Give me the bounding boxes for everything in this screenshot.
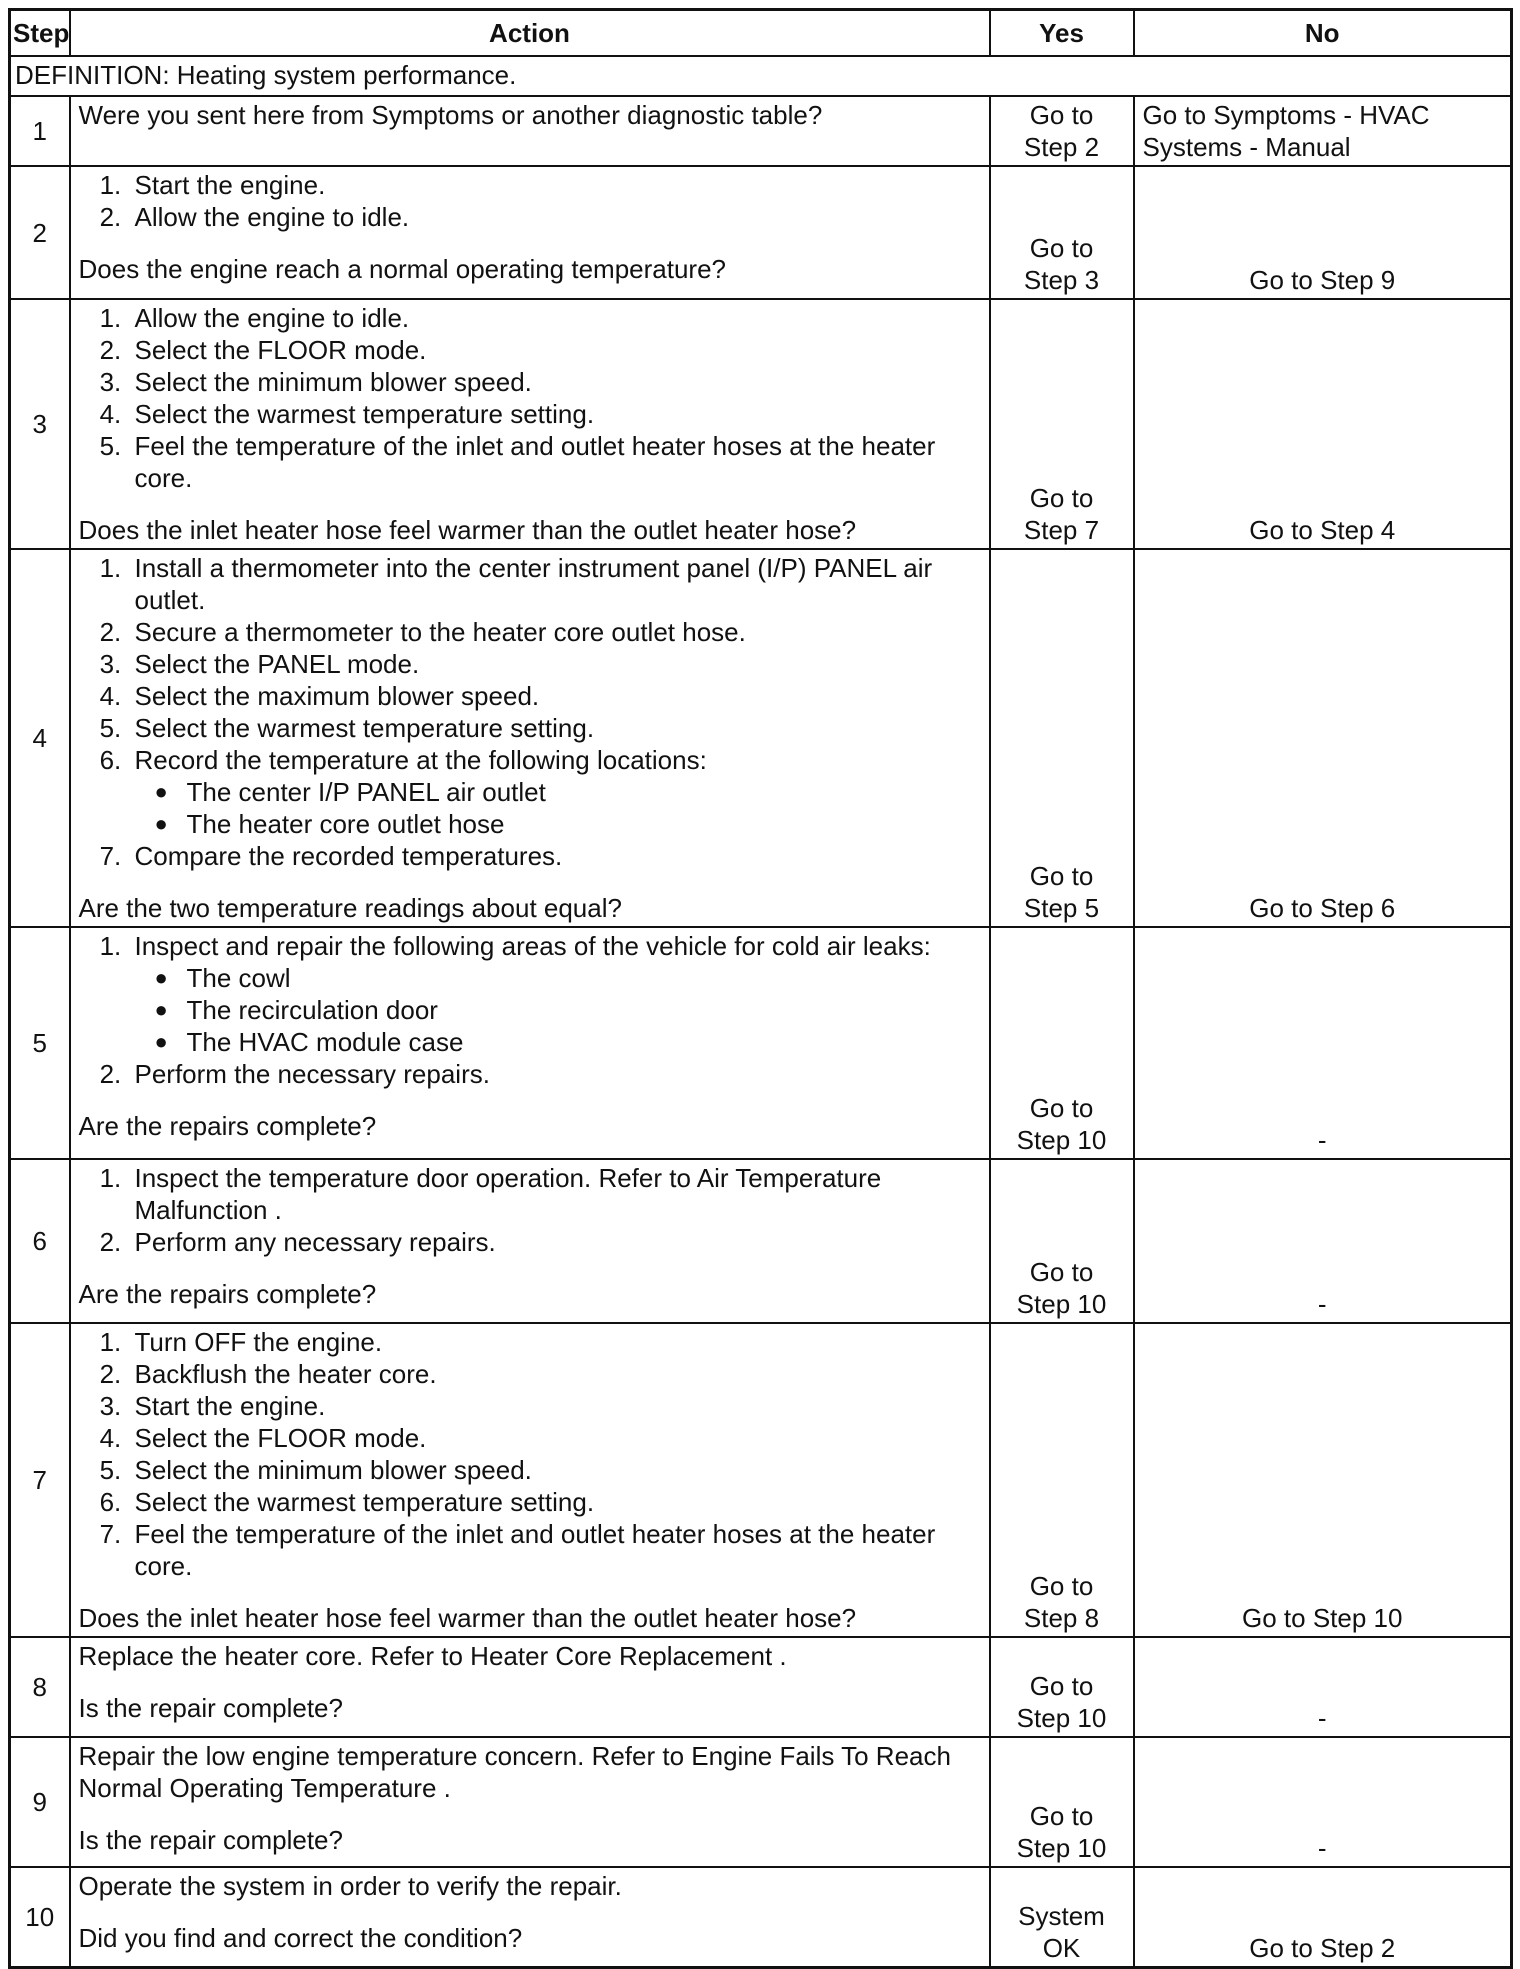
yes-line: Go to bbox=[1029, 1801, 1094, 1831]
no-cell: Go to Step 10 bbox=[1134, 1323, 1512, 1637]
action-step: 3. Start the engine. bbox=[129, 1390, 981, 1422]
action-step: 1. Inspect the temperature door operation. Refer to Air Temperature Malfunction . bbox=[129, 1162, 981, 1226]
spacer bbox=[79, 494, 981, 514]
yes-line: Go to bbox=[1029, 483, 1094, 513]
yes-cell bbox=[990, 1737, 1134, 1867]
yes-line: Go to bbox=[1029, 233, 1094, 263]
action-cell bbox=[70, 1737, 990, 1867]
action-question: Does the inlet heater hose feel warmer than the outlet heater hose? bbox=[78, 515, 857, 545]
yes-line: Go to bbox=[1029, 1093, 1094, 1123]
yes-line: Step 3 bbox=[1023, 265, 1100, 295]
spacer bbox=[79, 1582, 981, 1602]
yes-cell bbox=[990, 1867, 1134, 1967]
table-row bbox=[10, 299, 1512, 549]
action-step: 1. Install a thermometer into the center instrument panel (I/P) PANEL air outlet. bbox=[129, 552, 981, 616]
action-step: 2. Select the FLOOR mode. bbox=[129, 334, 981, 366]
spacer bbox=[79, 1902, 981, 1922]
action-cell bbox=[70, 96, 990, 166]
action-steps-list bbox=[79, 1162, 981, 1258]
action-step: 3. Select the minimum blower speed. bbox=[129, 366, 981, 398]
bullet-item: ● The HVAC module case bbox=[187, 1026, 981, 1058]
no-cell: - bbox=[1134, 1737, 1512, 1867]
action-step: 5. Select the warmest temperature setting. bbox=[129, 712, 981, 744]
table-row bbox=[10, 549, 1512, 927]
action-step: 5. Select the minimum blower speed. bbox=[129, 1454, 981, 1486]
action-cell bbox=[70, 549, 990, 927]
yes-cell bbox=[990, 96, 1134, 166]
yes-line: Step 7 bbox=[1023, 515, 1100, 545]
yes-line: Go to bbox=[1029, 1671, 1094, 1701]
no-cell: Go to Step 6 bbox=[1134, 549, 1512, 927]
action-question: Does the engine reach a normal operating temperature? bbox=[78, 254, 727, 284]
yes-line: Go to bbox=[1029, 100, 1094, 130]
table-row bbox=[10, 927, 1512, 1159]
action-question: Are the repairs complete? bbox=[78, 1279, 377, 1309]
action-question: Does the inlet heater hose feel warmer than the outlet heater hose? bbox=[78, 1603, 857, 1633]
action-step: 4. Select the warmest temperature setting. bbox=[129, 398, 981, 430]
action-step: 2. Perform the necessary repairs. bbox=[129, 1058, 981, 1090]
action-step: 1. Inspect and repair the following areas of the vehicle for cold air leaks: ● The cowl ● The recirculation door ● The HVAC module case bbox=[129, 930, 981, 1058]
yes-cell bbox=[990, 549, 1134, 927]
action-steps-list bbox=[79, 302, 981, 494]
yes-cell bbox=[990, 1323, 1134, 1637]
no-cell: - bbox=[1134, 927, 1512, 1159]
spacer bbox=[79, 872, 981, 892]
action-step: 6. Select the warmest temperature setting. bbox=[129, 1486, 981, 1518]
step-number: 6 bbox=[10, 1159, 70, 1323]
header-yes: Yes bbox=[990, 10, 1134, 57]
table-header-row bbox=[10, 10, 1512, 57]
yes-cell bbox=[990, 166, 1134, 299]
yes-line: Go to bbox=[1029, 861, 1094, 891]
yes-line: Go to bbox=[1029, 1257, 1094, 1287]
action-step: 4. Select the maximum blower speed. bbox=[129, 680, 981, 712]
action-cell bbox=[70, 1637, 990, 1737]
yes-line: Step 5 bbox=[1023, 893, 1100, 923]
action-cell bbox=[70, 299, 990, 549]
action-question: Are the two temperature readings about equal? bbox=[78, 893, 622, 923]
step-number: 1 bbox=[10, 96, 70, 166]
action-step: 7. Feel the temperature of the inlet and outlet heater hoses at the heater core. bbox=[129, 1518, 981, 1582]
step-number: 2 bbox=[10, 166, 70, 299]
no-cell: Go to Symptoms - HVAC Systems - Manual bbox=[1134, 96, 1512, 166]
action-text: Operate the system in order to verify the repair. bbox=[78, 1871, 622, 1901]
action-question: Did you find and correct the condition? bbox=[78, 1923, 523, 1953]
action-step: 2. Backflush the heater core. bbox=[129, 1358, 981, 1390]
action-step: 6. Record the temperature at the following locations: ● The center I/P PANEL air outlet ● The heater core outlet hose bbox=[129, 744, 981, 840]
action-text: Were you sent here from Symptoms or another diagnostic table? bbox=[78, 100, 823, 130]
bullet-item: ● The recirculation door bbox=[187, 994, 981, 1026]
no-cell: - bbox=[1134, 1637, 1512, 1737]
spacer bbox=[79, 1090, 981, 1110]
yes-line: System OK bbox=[1018, 1900, 1105, 1963]
header-no: No bbox=[1134, 10, 1512, 57]
yes-line: Go to bbox=[1029, 1571, 1094, 1601]
action-cell bbox=[70, 927, 990, 1159]
step-number: 10 bbox=[10, 1867, 70, 1967]
action-cell bbox=[70, 1323, 990, 1637]
bullet-list bbox=[135, 962, 981, 1058]
action-question: Is the repair complete? bbox=[78, 1825, 343, 1855]
no-cell: Go to Step 4 bbox=[1134, 299, 1512, 549]
action-step: 2. Allow the engine to idle. bbox=[129, 201, 981, 233]
step-number: 5 bbox=[10, 927, 70, 1159]
yes-line: Step 10 bbox=[1016, 1125, 1107, 1155]
yes-line: Step 10 bbox=[1016, 1289, 1107, 1319]
action-step: 2. Secure a thermometer to the heater core outlet hose. bbox=[129, 616, 981, 648]
diagnostic-table bbox=[8, 8, 1513, 1969]
action-step: 3. Select the PANEL mode. bbox=[129, 648, 981, 680]
spacer bbox=[79, 1804, 981, 1824]
yes-cell bbox=[990, 1637, 1134, 1737]
spacer bbox=[79, 1258, 981, 1278]
step-number: 3 bbox=[10, 299, 70, 549]
action-cell bbox=[70, 166, 990, 299]
action-steps-list bbox=[79, 1326, 981, 1582]
action-step: 7. Compare the recorded temperatures. bbox=[129, 840, 981, 872]
table-row bbox=[10, 1637, 1512, 1737]
definition-row bbox=[10, 56, 1512, 96]
header-action: Action bbox=[70, 10, 990, 57]
step-number: 8 bbox=[10, 1637, 70, 1737]
table-row bbox=[10, 1159, 1512, 1323]
action-question: Are the repairs complete? bbox=[78, 1111, 377, 1141]
action-cell bbox=[70, 1159, 990, 1323]
no-cell: Go to Step 2 bbox=[1134, 1867, 1512, 1967]
yes-line: Step 10 bbox=[1016, 1833, 1107, 1863]
action-question: Is the repair complete? bbox=[78, 1693, 343, 1723]
spacer bbox=[79, 1672, 981, 1692]
table-row bbox=[10, 1867, 1512, 1967]
bullet-item: ● The center I/P PANEL air outlet bbox=[187, 776, 981, 808]
bullet-item: ● The cowl bbox=[187, 962, 981, 994]
header-step: Step bbox=[10, 10, 70, 57]
definition-text: DEFINITION: Heating system performance. bbox=[10, 56, 1512, 96]
diagnostic-table-document bbox=[8, 8, 1510, 1963]
yes-cell bbox=[990, 299, 1134, 549]
action-step: 1. Turn OFF the engine. bbox=[129, 1326, 981, 1358]
table-row bbox=[10, 1323, 1512, 1637]
action-step: 1. Allow the engine to idle. bbox=[129, 302, 981, 334]
no-cell: - bbox=[1134, 1159, 1512, 1323]
table-row bbox=[10, 166, 1512, 299]
action-text: Replace the heater core. Refer to Heater Core Replacement . bbox=[78, 1641, 787, 1671]
no-cell: Go to Step 9 bbox=[1134, 166, 1512, 299]
spacer bbox=[79, 233, 981, 253]
action-step: 4. Select the FLOOR mode. bbox=[129, 1422, 981, 1454]
table-row bbox=[10, 1737, 1512, 1867]
step-number: 9 bbox=[10, 1737, 70, 1867]
action-steps-list bbox=[79, 552, 981, 872]
action-steps-list bbox=[79, 930, 981, 1090]
bullet-item: ● The heater core outlet hose bbox=[187, 808, 981, 840]
yes-line: Step 2 bbox=[1023, 132, 1100, 162]
yes-cell bbox=[990, 927, 1134, 1159]
yes-line: Step 10 bbox=[1016, 1703, 1107, 1733]
step-number: 4 bbox=[10, 549, 70, 927]
action-text: Repair the low engine temperature concern. Refer to Engine Fails To Reach Normal Operating Temperature . bbox=[78, 1741, 951, 1803]
action-step: 5. Feel the temperature of the inlet and outlet heater hoses at the heater core. bbox=[129, 430, 981, 494]
step-number: 7 bbox=[10, 1323, 70, 1637]
table-row bbox=[10, 96, 1512, 166]
yes-line: Step 8 bbox=[1023, 1603, 1100, 1633]
yes-cell bbox=[990, 1159, 1134, 1323]
action-step: 2. Perform any necessary repairs. bbox=[129, 1226, 981, 1258]
bullet-list bbox=[135, 776, 981, 840]
action-step: 1. Start the engine. bbox=[129, 169, 981, 201]
action-cell bbox=[70, 1867, 990, 1967]
action-steps-list bbox=[79, 169, 981, 233]
